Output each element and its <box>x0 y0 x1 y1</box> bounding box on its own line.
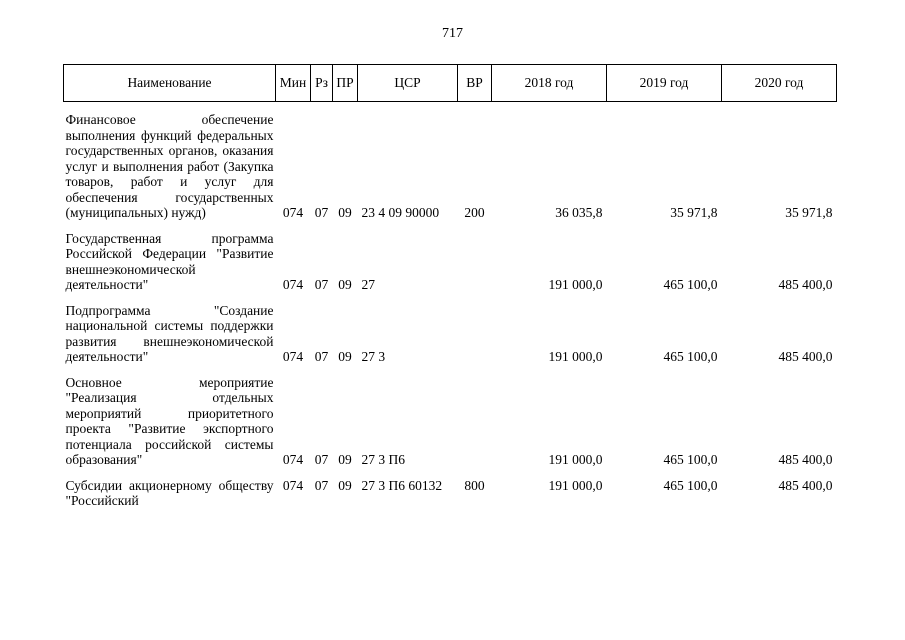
row-name: Государственная программа Российской Федерации "Развитие внешнеэкономической деятельности" <box>65 230 274 292</box>
header-name: Наименование <box>64 65 276 102</box>
row-pr: 09 <box>338 477 352 493</box>
row-2020: 35 971,8 <box>785 205 833 220</box>
table-row <box>64 375 837 468</box>
row-gap <box>64 365 837 375</box>
row-2020: 485 400,0 <box>778 477 833 493</box>
row-vr <box>458 375 492 468</box>
row-2018: 191 000,0 <box>548 349 603 364</box>
row-2020: 485 400,0 <box>778 349 833 364</box>
row-2019: 35 971,8 <box>670 205 718 220</box>
table-header-row <box>64 65 837 102</box>
table-row <box>64 478 837 509</box>
table-row <box>64 303 837 365</box>
row-name: Основное мероприятие "Реализация отдельных мероприятий приоритетного проекта "Развитие экспортного потенциала российской системы образования" <box>65 374 274 467</box>
row-2020: 485 400,0 <box>778 277 833 292</box>
row-name: Субсидии акционерному обществу "Российский <box>65 477 274 508</box>
row-min: 074 <box>282 477 304 493</box>
row-min: 074 <box>282 349 304 364</box>
header-2019: 2019 год <box>607 65 722 102</box>
row-csr: 27 <box>361 277 375 292</box>
row-min: 074 <box>282 452 304 467</box>
header-pr: ПР <box>333 65 358 102</box>
row-pr: 09 <box>338 349 352 364</box>
row-pr: 09 <box>338 277 352 292</box>
row-gap <box>64 468 837 478</box>
table-row <box>64 112 837 221</box>
row-gap <box>64 102 837 113</box>
row-2018: 191 000,0 <box>548 452 603 467</box>
row-gap <box>64 221 837 231</box>
row-2019: 465 100,0 <box>663 349 718 364</box>
row-2018: 36 035,8 <box>555 205 603 220</box>
row-gap <box>64 293 837 303</box>
row-2020: 485 400,0 <box>778 452 833 467</box>
row-vr: 200 <box>464 205 485 220</box>
row-2018: 191 000,0 <box>548 277 603 292</box>
row-rz: 07 <box>314 205 329 220</box>
header-min: Мин <box>276 65 311 102</box>
row-csr: 27 3 П6 <box>361 452 405 467</box>
page-number: 717 <box>442 26 463 41</box>
budget-table <box>63 64 837 509</box>
row-pr: 09 <box>338 205 352 220</box>
row-vr <box>458 231 492 293</box>
row-2019: 465 100,0 <box>663 277 718 292</box>
header-vr: ВР <box>458 65 492 102</box>
row-name: Финансовое обеспечение выполнения функций федеральных государственных органов, оказания услуг и выполнения работ (Закупка товаров, работ и услуг для обеспечения государственных (муниципальных) нужд) <box>65 112 274 220</box>
table-row <box>64 231 837 293</box>
row-csr: 27 3 <box>361 349 386 364</box>
row-csr: 23 4 09 90000 <box>361 205 440 220</box>
row-min: 074 <box>282 205 304 220</box>
row-rz: 07 <box>314 452 329 467</box>
row-vr: 800 <box>464 477 485 493</box>
header-2020: 2020 год <box>722 65 837 102</box>
row-rz: 07 <box>314 477 329 493</box>
header-csr: ЦСР <box>358 65 458 102</box>
row-2018: 191 000,0 <box>548 477 603 493</box>
row-name: Подпрограмма "Создание национальной системы поддержки развития внешнеэкономической деятельности" <box>65 302 274 364</box>
header-2018: 2018 год <box>492 65 607 102</box>
row-rz: 07 <box>314 349 329 364</box>
row-pr: 09 <box>338 452 352 467</box>
row-rz: 07 <box>314 277 329 292</box>
row-vr <box>458 303 492 365</box>
header-rz: Рз <box>311 65 333 102</box>
row-csr: 27 3 П6 60132 <box>361 477 443 493</box>
row-2019: 465 100,0 <box>663 477 718 493</box>
row-min: 074 <box>282 277 304 292</box>
row-2019: 465 100,0 <box>663 452 718 467</box>
